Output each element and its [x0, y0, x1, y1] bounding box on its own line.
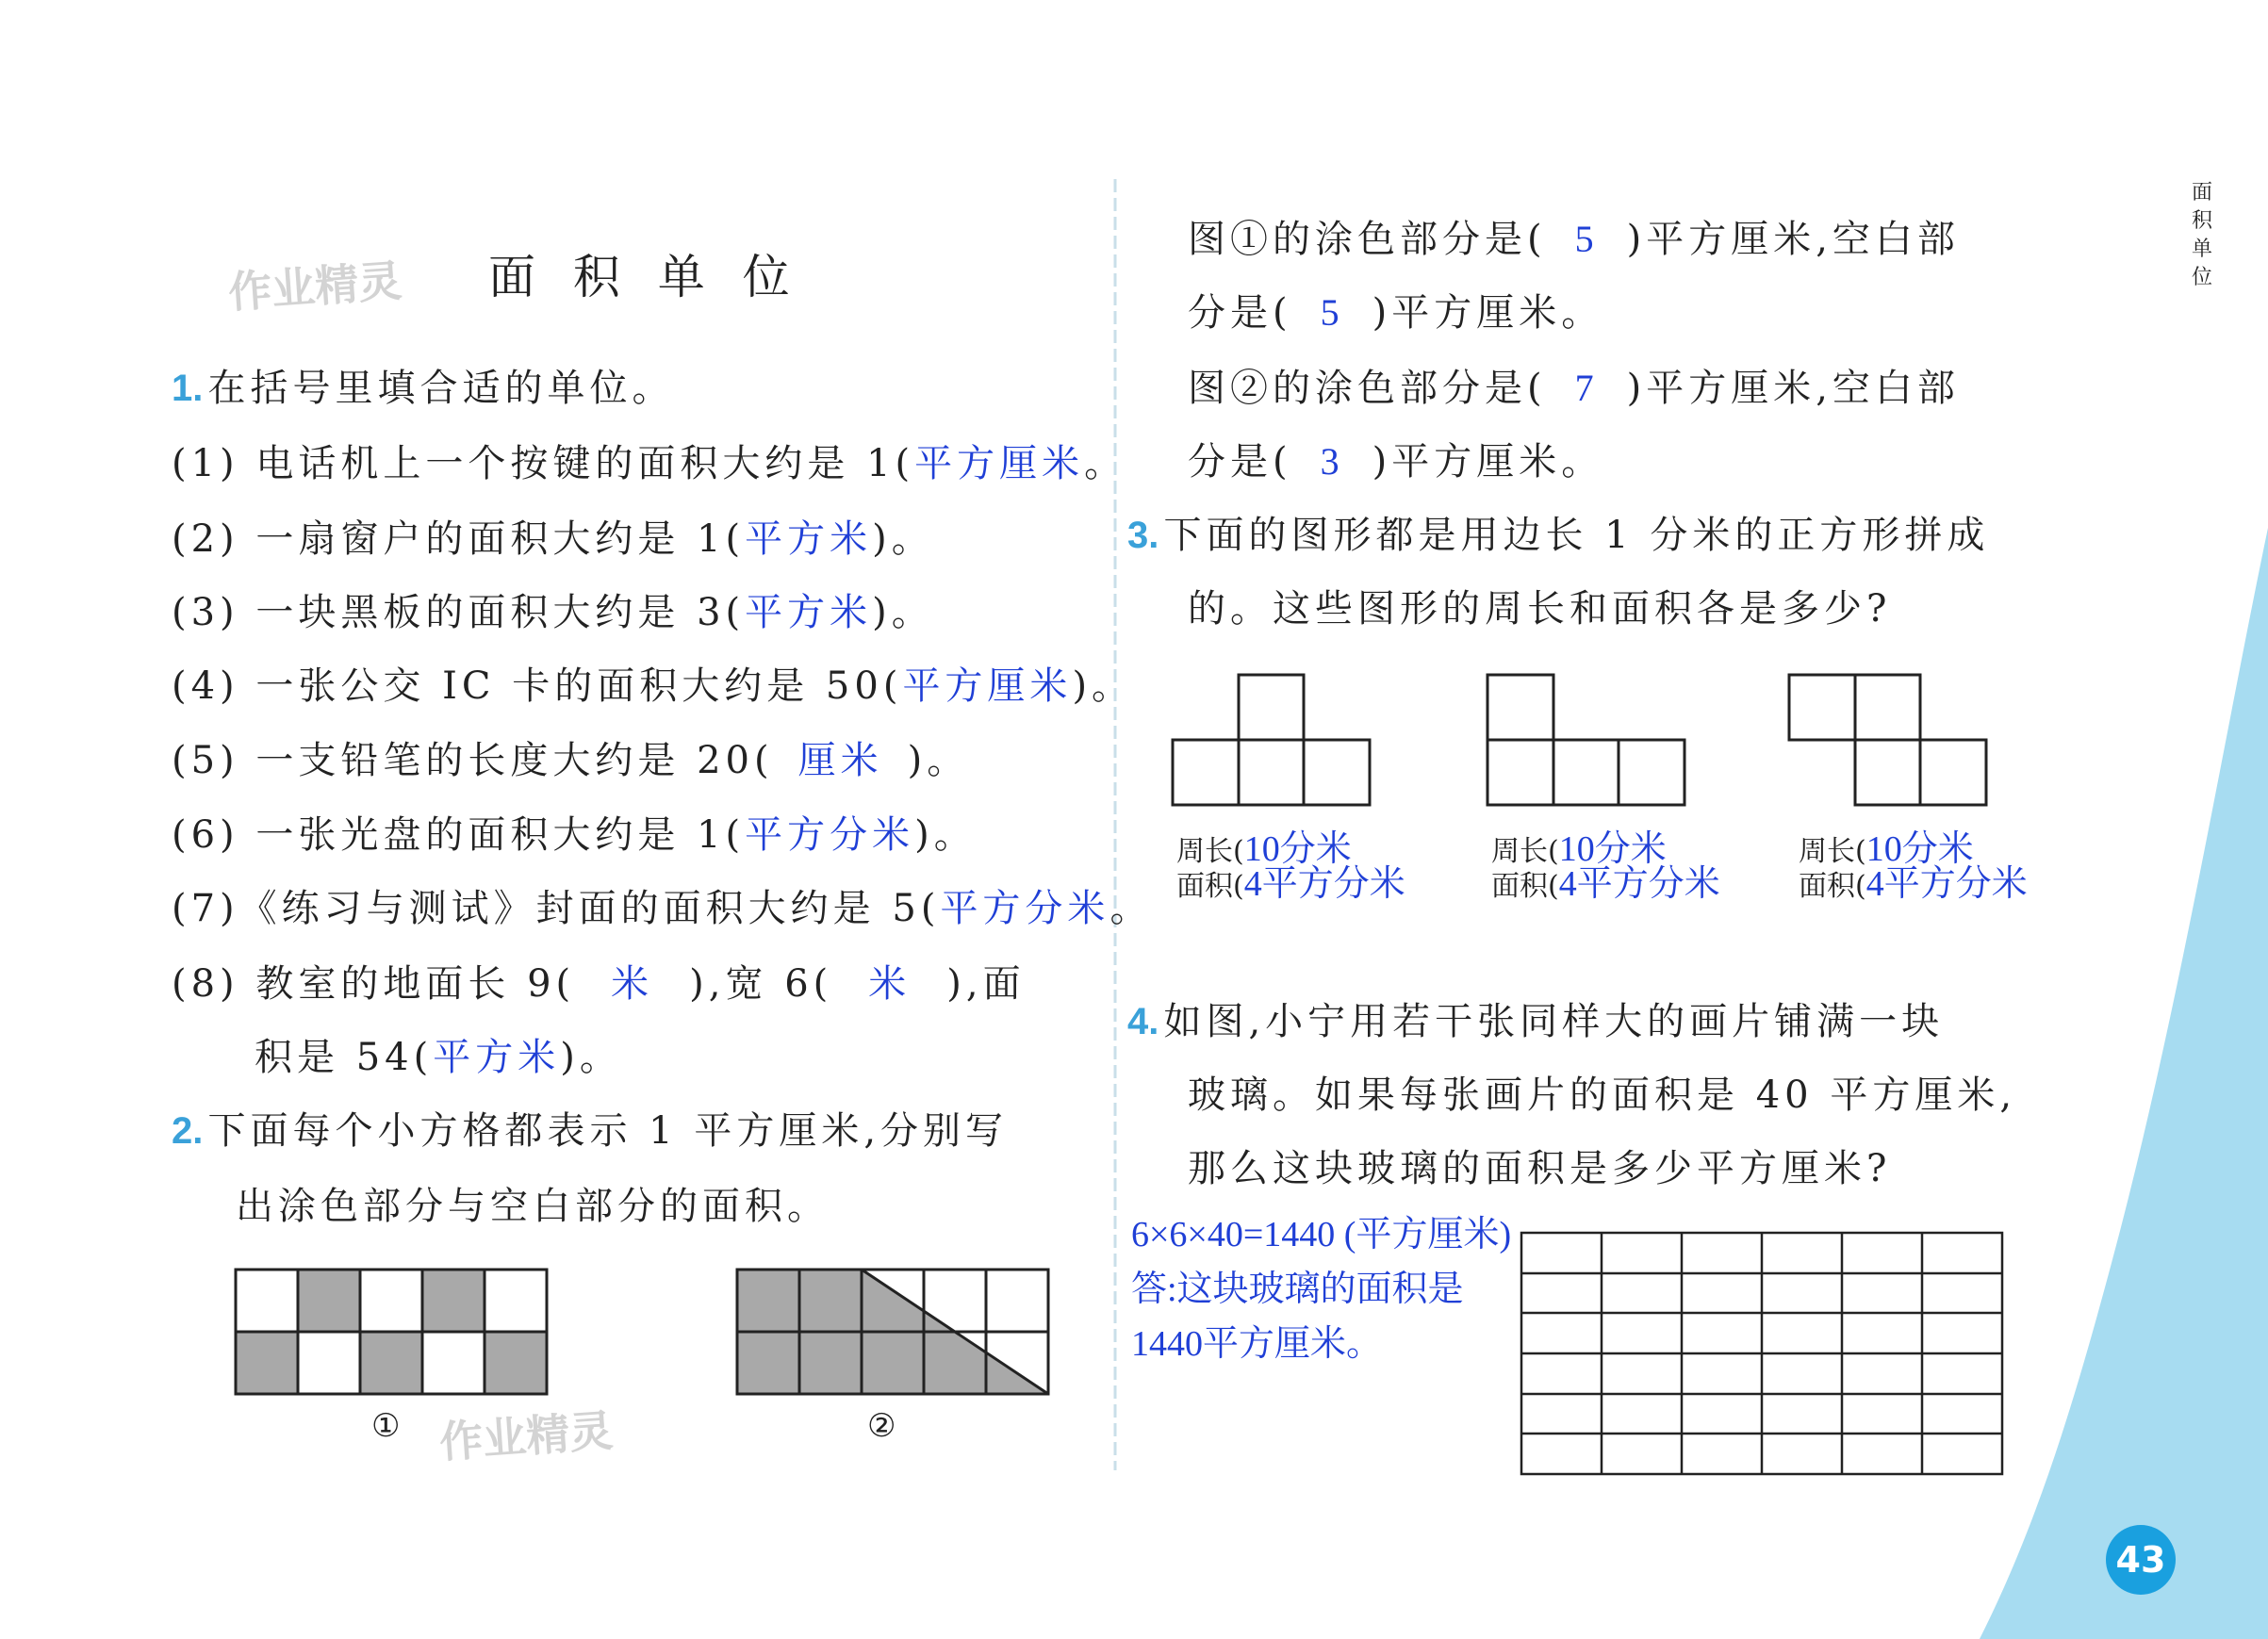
item-answer-width: 米: [868, 962, 912, 1005]
q4-calculation: 6×6×40=1440 (平方厘米): [1131, 1215, 1512, 1254]
q1-number: 1.: [172, 368, 204, 409]
sidebar-char: 积: [2191, 209, 2212, 233]
item-tail: )。: [872, 517, 934, 561]
item-tail: )。: [907, 739, 970, 782]
text: 图①的涂色部分是(: [1188, 218, 1547, 261]
q1-prompt: 在括号里填合适的单位。: [207, 367, 675, 410]
q3-shape-3: [1789, 675, 1987, 805]
item-tail: 。: [1109, 887, 1153, 930]
perimeter-label: 周长(: [1491, 835, 1559, 868]
q1-item-2: [172, 509, 934, 563]
item-answer-area: 平方米: [433, 1036, 561, 1078]
item-answer: 平方分米: [940, 887, 1110, 929]
q3-line-2: 的。这些图形的周长和面积各是多少?: [1188, 587, 1892, 631]
item-tail: )。: [872, 591, 934, 634]
item-text: (4) 一张公交 IC 卡的面积大约是 50(: [172, 664, 903, 708]
sidebar-vertical-title: [2183, 179, 2221, 292]
q4-line-2: 玻璃。如果每张画片的面积是 40 平方厘米,: [1188, 1074, 2017, 1117]
item-text: (6) 一张光盘的面积大约是 1(: [172, 813, 746, 857]
sidebar-char: 面: [2191, 181, 2212, 205]
q4-prompt-1: 如图,小宁用若干张同样大的画片铺满一块: [1163, 1000, 1945, 1043]
q2-number: 2.: [172, 1110, 204, 1152]
item-text: (7)《练习与测试》封面的面积大约是 5(: [172, 887, 941, 930]
item-text: (1) 电话机上一个按键的面积大约是 1(: [172, 442, 915, 485]
area-label: 面积(: [1491, 870, 1559, 903]
item-text: (5) 一支铅笔的长度大约是 20(: [172, 739, 774, 782]
perimeter-answer: 10分米: [1865, 829, 1974, 869]
text: )平方厘米,空白部: [1626, 367, 1960, 410]
sidebar-char: 单: [2191, 238, 2212, 261]
q2-fig2-answer-line-1: [1188, 358, 1960, 412]
q3-shape-2-answers: [1491, 829, 1720, 904]
q3-line-1: [1127, 505, 1989, 559]
q2-line-2: 出涂色部分与空白部分的面积。: [236, 1185, 830, 1228]
area-answer: 4平方分米: [1243, 864, 1405, 904]
item-answer: 平方厘米: [902, 664, 1073, 707]
shaded-cell: [422, 1270, 485, 1332]
shaded-cell: [485, 1332, 547, 1394]
q4-answer-line-1: 答:这块玻璃的面积是: [1131, 1270, 1464, 1309]
item-text: (8) 教室的地面长 9(: [172, 962, 576, 1006]
q2-line-1: [172, 1101, 1008, 1155]
q3-shape-2: [1487, 675, 1685, 805]
item-text: ),宽 6(: [689, 962, 833, 1006]
text: )平方厘米,空白部: [1626, 218, 1960, 261]
q4-line-3: 那么这块玻璃的面积是多少平方厘米?: [1188, 1147, 1892, 1190]
q1-item-8-cont: [255, 1027, 622, 1081]
item-tail: )。: [914, 813, 977, 857]
item-answer: 平方米: [745, 517, 873, 560]
shaded-cell: [236, 1332, 298, 1394]
text: 分是(: [1188, 440, 1292, 484]
q1-item-6: [172, 805, 977, 859]
perimeter-answer: 10分米: [1243, 829, 1352, 869]
shaded-cell: [298, 1270, 360, 1332]
q1-prompt-line: [172, 358, 674, 412]
item-answer-length: 米: [611, 962, 654, 1005]
page-number: 43: [2106, 1525, 2176, 1595]
area-label: 面积(: [1799, 870, 1866, 903]
q1-item-8: [172, 954, 1026, 1008]
shaded-cell: [360, 1332, 422, 1394]
q4-glass-grid: [1521, 1233, 2004, 1476]
perimeter-label: 周长(: [1176, 835, 1244, 868]
area-answer: 4平方分米: [1865, 864, 2028, 904]
perimeter-label: 周长(: [1799, 835, 1866, 868]
q1-item-1: [172, 434, 1126, 487]
watermark: 作业精灵: [437, 1404, 615, 1468]
text: )平方厘米。: [1372, 291, 1604, 335]
q3-number: 3.: [1127, 515, 1159, 556]
perimeter-answer: 10分米: [1558, 829, 1667, 869]
q2-figure-1-label: ①: [371, 1407, 401, 1445]
q2-fig2-answer-line-2: [1188, 432, 1603, 485]
q2-figure-1: [236, 1270, 547, 1394]
item-tail: )。: [560, 1036, 622, 1079]
fig1-blank-answer: 5: [1320, 291, 1344, 334]
item-answer: 平方米: [745, 591, 873, 633]
item-text: (3) 一块黑板的面积大约是 3(: [172, 591, 746, 634]
item-tail: 。: [1084, 442, 1127, 485]
q1-item-3: [172, 582, 934, 636]
q4-line-1: [1127, 992, 1944, 1045]
fig1-shaded-answer: 5: [1574, 218, 1599, 260]
item-answer: 平方厘米: [914, 442, 1085, 484]
q4-answer-line-2: 1440平方厘米。: [1131, 1324, 1383, 1364]
center-divider: [1110, 179, 1120, 1470]
watermark: 作业精灵: [226, 254, 403, 319]
item-text: 积是 54(: [255, 1036, 434, 1079]
text: 图②的涂色部分是(: [1188, 367, 1547, 410]
q2-figure-2: [737, 1270, 1048, 1394]
q1-item-4: [172, 656, 1134, 710]
q3-shape-1-answers: [1176, 829, 1405, 904]
q2-fig1-answer-line-1: [1188, 209, 1960, 263]
fig2-blank-answer: 3: [1320, 440, 1344, 483]
item-text: ),面: [946, 962, 1026, 1006]
q3-prompt-1: 下面的图形都是用边长 1 分米的正方形拼成: [1163, 514, 1990, 557]
item-answer: 厘米: [797, 739, 883, 781]
text: )平方厘米。: [1372, 440, 1604, 484]
item-text: (2) 一扇窗户的面积大约是 1(: [172, 517, 746, 561]
q2-fig1-answer-line-2: [1188, 283, 1603, 336]
text: 分是(: [1188, 291, 1292, 335]
q4-number: 4.: [1127, 1001, 1159, 1042]
fig2-shaded-answer: 7: [1574, 367, 1599, 409]
q2-figure-2-label: ②: [867, 1407, 896, 1445]
area-label: 面积(: [1176, 870, 1244, 903]
item-answer: 平方分米: [745, 813, 915, 856]
item-tail: )。: [1072, 664, 1135, 708]
q1-item-5: [172, 730, 969, 784]
area-answer: 4平方分米: [1558, 864, 1720, 904]
sidebar-char: 位: [2191, 266, 2212, 289]
q3-shape-3-answers: [1799, 829, 2028, 904]
page-title: 面 积 单 位: [488, 250, 801, 304]
q1-item-7: [172, 878, 1152, 932]
q3-shape-1: [1173, 675, 1371, 805]
q2-prompt-1: 下面每个小方格都表示 1 平方厘米,分别写: [207, 1109, 1009, 1153]
